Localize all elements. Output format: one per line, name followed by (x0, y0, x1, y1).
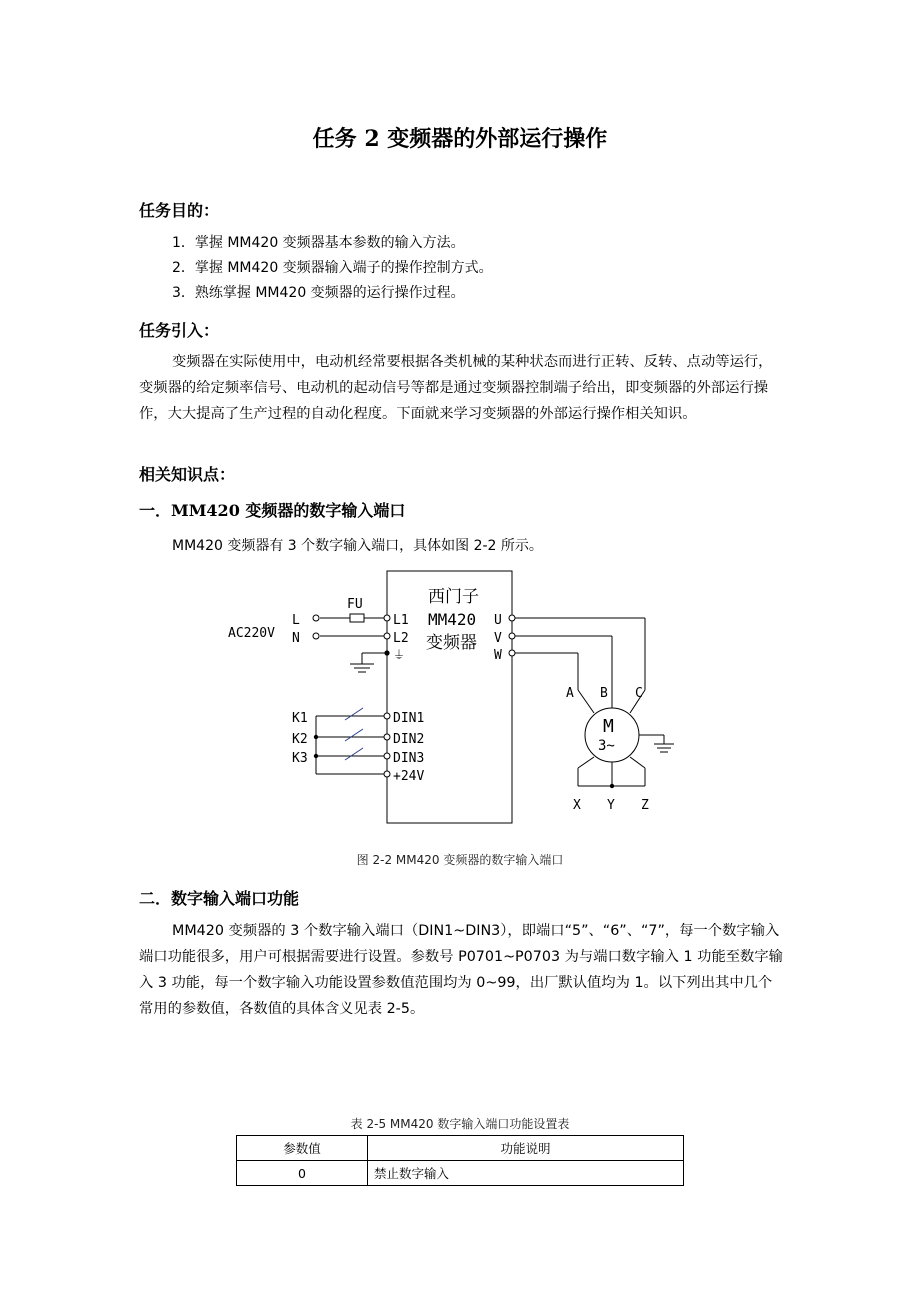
terminal-l2: L2 (393, 631, 409, 646)
output-u: U (494, 613, 502, 628)
input-n-label: N (292, 631, 300, 646)
section1-heading: 一．MM420 变频器的数字输入端口 (139, 501, 406, 520)
ac-voltage-label: AC220V (228, 626, 275, 641)
switch-k2: K2 (292, 732, 308, 747)
page-title: 任务 2 变频器的外部运行操作 (312, 126, 608, 152)
input-l-label: L (292, 613, 300, 628)
table-cell: 禁止数字输入 (368, 1161, 684, 1186)
terminal-din1: DIN1 (393, 711, 425, 726)
section1-text: MM420 变频器有 3 个数字输入端口，具体如图 2-2 所示。 (172, 538, 543, 554)
motor-terminal-a: A (566, 686, 574, 701)
table-header-cell: 参数值 (237, 1136, 368, 1161)
terminal-l1: L1 (393, 613, 409, 628)
knowledge-heading: 相关知识点： (139, 465, 236, 484)
section2-paragraph: MM420 变频器的 3 个数字输入端口（DIN1~DIN3），即端口“5”、“6”、“7”，每一个数字输入端口功能很多，用户可根据需要进行设置。参数号 P0701~P0703 为与端口数字输入 1 功能至数字输入 3 功能，每一个数字输入功能设置参数值范围均为 0~99，出厂默认值均为 1。以下列出其中几个常用的参数值，各数值的具体含义见表 2-5。 (139, 923, 783, 1017)
inverter-label-2: MM420 (428, 610, 477, 629)
fuse-label: FU (347, 597, 363, 612)
intro-heading: 任务引入： (139, 321, 220, 340)
purpose-item: 3．熟练掌握 MM420 变频器的运行操作过程。 (172, 285, 465, 301)
motor-terminal-x: X (573, 798, 581, 813)
intro-paragraph: 变频器在实际使用中，电动机经常要根据各类机械的某种状态而进行正转、反转、点动等运行，变频器的给定频率信号、电动机的起动信号等都是通过变频器控制端子给出，即变频器的外部运行操作，大大提高了生产过程的自动化程度。下面就来学习变频器的外部运行操作相关知识。 (139, 354, 773, 422)
switch-k3: K3 (292, 751, 308, 766)
table-header-cell: 功能说明 (368, 1136, 684, 1161)
terminal-pe: ⏚ (393, 648, 406, 662)
inverter-box (387, 571, 512, 823)
table-row (237, 1161, 684, 1186)
output-w: W (494, 648, 502, 663)
purpose-item: 1．掌握 MM420 变频器基本参数的输入方法。 (172, 235, 465, 251)
fuse (350, 614, 364, 622)
motor-terminal-c: C (635, 686, 643, 701)
motor-symbol: M (603, 716, 614, 737)
terminal-din2: DIN2 (393, 732, 425, 747)
terminal-24v: +24V (393, 769, 425, 784)
output-v: V (494, 631, 502, 646)
figure-caption: 图 2-2 MM420 变频器的数字输入端口 (356, 853, 564, 867)
parameter-table (236, 1135, 684, 1186)
purpose-heading: 任务目的： (139, 201, 220, 220)
motor-terminal-b: B (600, 686, 608, 701)
table-header-row (237, 1136, 684, 1161)
motor-terminal-z: Z (641, 798, 649, 813)
table-caption: 表 2-5 MM420 数字输入端口功能设置表 (350, 1117, 570, 1131)
inverter-label-1: 西门子 (428, 587, 479, 607)
table-cell: 0 (237, 1161, 368, 1186)
inverter-label-3: 变频器 (426, 633, 477, 653)
switch-k1: K1 (292, 711, 308, 726)
motor-terminal-y: Y (607, 798, 615, 813)
motor-phase: 3~ (598, 738, 615, 754)
section2-heading: 二．数字输入端口功能 (139, 889, 300, 908)
purpose-item: 2．掌握 MM420 变频器输入端子的操作控制方式。 (172, 260, 493, 276)
terminal-din3: DIN3 (393, 751, 425, 766)
